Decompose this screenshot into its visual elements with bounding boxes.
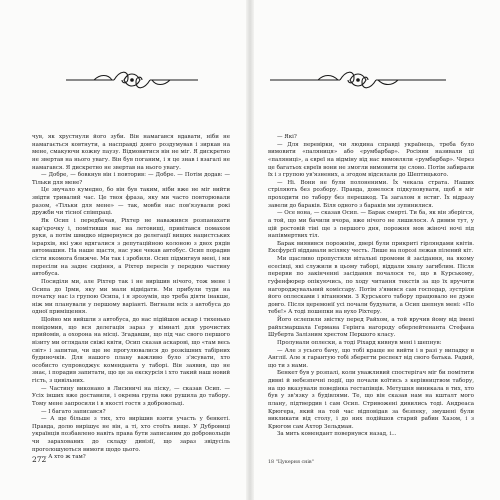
paragraph: За мить комендант повернувся назад, і...: [277, 431, 397, 438]
ornament-flourish-icon: [64, 60, 200, 100]
paragraph: — Ні. Вони не були полоненими. Їх чекала страта. Наших стріляють без розбору. Правда, довелося підкуповувати, щоб я міг проходити по табору без перешкод. Та загалом я встиг. Їх відразу завели до бараків. Біля одного з бараків ми зупинилися.: [268, 179, 474, 209]
paragraph: — І багато записався?: [41, 408, 106, 415]
paragraph: Як Осип і передбачав, Ріхтер не наважився розпанахати кар'єрочку і, помітивши нас на летовищі, привітався помахом руки, а потім швидко відвернувся до делегації вищих нацистських ієрархів, які уже вдягалися з депутаційною колоною з двох рядів автомашин. На наше щастя, нас уже чекав автобус. Осип порадив сісти якомога ближче. Ми так і зробили. Осип підмигнув мені, і ми пересіли на заднє сидіння, а Ріхтер пересів у передню частину автобуса.: [32, 217, 230, 278]
paragraph: Барак виявився порожнім, двері були прикриті гірляндами квітів. Ексфурсії віддавали всіляку честь. Лише на порозі лежав пілений кіт.: [268, 240, 474, 255]
paragraph: чув, як хрустнули його зуби. Він намагався вдавати, ніби не намагається ковтнути, а насправді довго роздумував і зиркав на мене, смакуючи кожну паузу. Відмовитися він не міг. Я дискретно не звертав на нього увагу. Він був поганим, і я це знав і взагалі не намагався. Я дискретно не звертав на нього увагу.: [32, 134, 230, 171]
paragraph: — Осе вона, — сказав Осип. — Барак смерті. Ти ба, як він зберігся, а той, що ми бачили вчора, вже нічого не лишилося. А дивим тут, у цій ростовій тіні ще з першого дня, порожня мов жіночі ночі під напівмертвих тіл.: [268, 210, 474, 240]
ornament-divider-right: [268, 60, 448, 100]
paragraph: — А ще більше з тих, хто вирішив взяти участь у бенкеті. Правда, долю вирішує не він, а ті, хто стоїть вище. У Дубровиці українців позбавлено навіть права бути записаним до добровольців чи зарахованих до складу дивізії, що зараз звідусіль проголошуються вимоги щодо цього.: [32, 416, 230, 453]
paragraph: Ми щасливо пропустили вітальні промови й засідання, на якому есесівці, які служили в цьому таборі, віддали хвалу загиблим. Після перерви по закінченні засідання почалося те, що в Курському, гуфенфюрер опікуючись, по ходу читання текстів за що їх вручити нагороджувальний коміссару. Потім з'явився сам господар, зустріли його оплесками і вітаннями. З Курського табору працювало не дуже довго. Після церемонії усі почали будувати, а Осип шепнув мені: «По тебе!» А тоді пошепки на вухо Ріхтеру.: [268, 256, 474, 316]
page-number: 272: [32, 455, 47, 464]
paragraph: — Добре, — бовкнув він і повторив: — Добре. — Потім додав: — Тільки для мене?: [32, 172, 230, 186]
paragraph: Це звучало кумедно, бо він був таким, ніби вже не міг вийти звідти тривалий час. Це твоя фраза, яку ми часто повторювали разом, «Тільки для мене» — так, мовби нас пов'язували рокі дружби чи тісної співпраці.: [32, 187, 230, 217]
signature-footer: 18 "Цукерня снів": [268, 460, 314, 465]
right-page: [254, 0, 500, 500]
right-page-text: [268, 134, 474, 439]
left-page-text: [32, 134, 230, 462]
paragraph: — Для перевірки, чи людина справді українець, треба було вимовити «паляниця» або «румбарбар». Росіяни називали ці «паляниці», а євреї на відміну від нас вимовляли «румбарбар». Через це багатьох євреїв вони не змогли вимовити це слово. Потім забирали їх і з групою ув'язнених, а згодом відсилали до Шептицького.: [268, 141, 474, 179]
paragraph: Посиділи ми, але Ріхтер так і не вирішив нічого, тож мене і Осипа до Ірми, яку ми мали відвідати. Ми прибули туди на початку нас із групою Осипа, і я зрозумів, що треба діяти інакше, ніж ми планували у першому варіанті. Вигнали всіх з автобуса до одної приміщення.: [32, 278, 230, 316]
paragraph: — Частину виконано в Лисиничі на піску, — сказав Осип. — Усіх інших вже доставили, і окрема група вже рушила до табору. Тому мене запросили і в якості гостя з добровольці.: [32, 385, 230, 407]
left-page: [0, 0, 246, 500]
paragraph: — Які?: [277, 134, 297, 140]
paragraph: — Але з усього бачу, що тобі краще не вийти і в разі у випадку в Англії. Але я гарантую тобі зберегти респект від свого батька. Радий, що ти з нами.: [268, 347, 474, 369]
ornament-divider-left: [64, 60, 200, 100]
book-gutter: [246, 0, 254, 500]
ornament-flourish-icon: [268, 60, 448, 100]
paragraph: — А хто ж там?: [41, 454, 86, 461]
paragraph: Щойно ми вийшли з автобуса, до нас підійшов аскар і тихенько повідомив, що вся делегація зараз у кімнаті для урочистих прийомів, а охорона на місці. Згадавши, що під час свого першого візиту ми оглядали свіжі квіти, Осип сказав аскарові, що «там весь світ» і запитав, чи ще не прогулювалися до розкішних табірних будиночків. Для нашого плану важливо було з'ясувати, хто особисто супроводжує коменданта у таборі. Він заявив, що не знає, і порадив запитати, що це за екскурсія і хто такий наш новий гість, з цивільних.: [32, 317, 230, 384]
paragraph: Пролунали оплески, а тоді Ріхард кивнув мені і шепнув:: [277, 339, 442, 346]
paragraph: Бенкет був у розпалі, коли уважливий спостерігач міг би помітити дивні й небезпечні події, що почали коїтись з керівництвом табору, на що вказували поведінка гестапівців. Метушня виникала в тих, хто був у зв'язку з будівлями. Те, що він сказав нам на кшталт мого плану, підтвердив і сам Осип. Стривожені дивились тоді. Андреаса Крюгера, який на той час відповідав за безпеку, змушені були викликати від столу, і до них подійшов старий рабин Хазом, і з Крюгом сам Ахтор Зельдман.: [268, 370, 474, 430]
paragraph: Його ослепили звістку перед Райхом, а той вручив йому від імені райхсмаршала Германа Герінга нагороду оберлейтенанта Стефана Шуберта Залізним хрестом Першого класу.: [268, 317, 474, 339]
